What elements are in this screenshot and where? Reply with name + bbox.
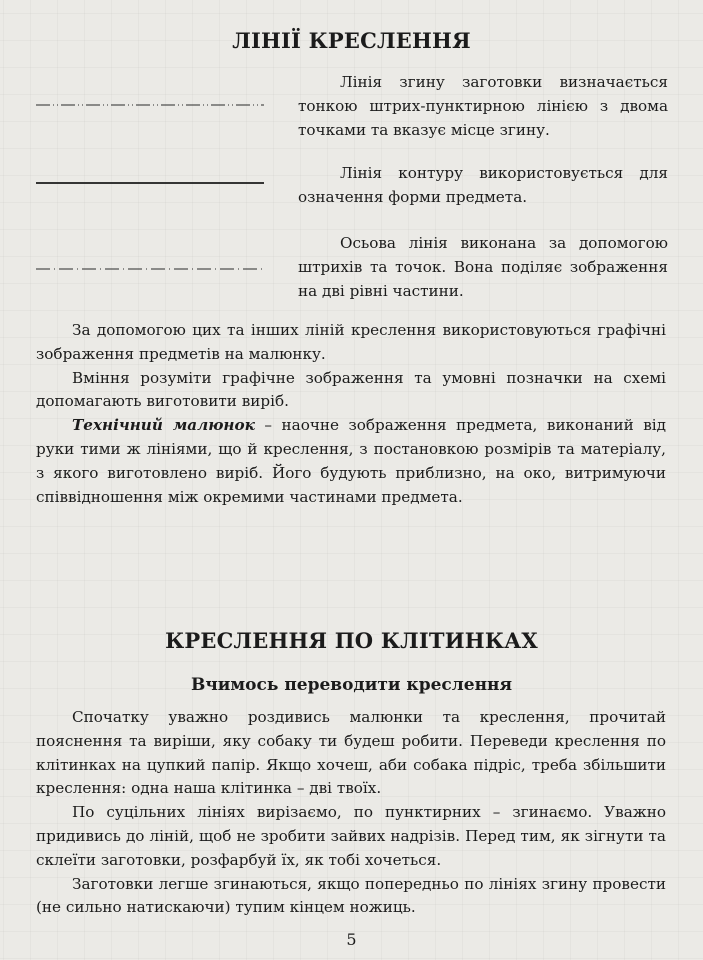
contour-line-sample: [36, 178, 266, 188]
contour-line-graphic: [36, 178, 266, 188]
paragraph: Заготовки легше згинаються, якщо попередньо по лініях згину провести (не сильно натискаючи) тупим кінцем ножиць.: [36, 874, 666, 917]
fold-line-description-text: Лінія згину заготовки визначається тонкою штрих-пунктирною лінією з двома точками та вказує місце згину.: [298, 73, 668, 139]
fold-line-graphic: [36, 100, 266, 110]
contour-line-description: [298, 161, 668, 209]
fold-line-sample: [36, 100, 266, 110]
paragraph: За допомогою цих та інших ліній креслення використовуються графічні зображення предметів на малюнку.: [36, 321, 666, 363]
axis-line-sample: [36, 264, 266, 274]
axis-line-description: [298, 231, 668, 303]
fold-line-description: [298, 70, 668, 142]
axis-line-description-text: Осьова лінія виконана за допомогою штрихів та точок. Вона поділяє зображення на дві рівні частини.: [298, 234, 668, 300]
term-technical-drawing: Технічний малюнок: [72, 416, 255, 435]
section-subtitle: Вчимось переводити креслення: [190, 675, 513, 695]
section-title-cell-drawing: КРЕСЛЕННЯ ПО КЛІТИНКАХ: [165, 628, 538, 653]
instructions-text: [36, 706, 666, 920]
lines-explanation-text: [36, 319, 666, 509]
section-title-drawing-lines: ЛІНІЇ КРЕСЛЕННЯ: [232, 28, 471, 53]
page-number: 5: [346, 930, 357, 949]
paragraph-technical-drawing: [36, 414, 666, 509]
axis-line-graphic: [36, 264, 266, 274]
definition-text: – наочне зображення предмета, виконаний від руки тими ж лініями, що й креслення, з постановкою розмірів та матеріалу, з якого виготовлено виріб. Його будують приблизно, на око, витримуючи співвідношення між окремими частинами предмета.: [36, 416, 666, 506]
paragraph: Вміння розуміти графічне зображення та умовні позначки на схемі допомагають виготовити виріб.: [36, 368, 666, 411]
paragraph: По суцільних лініях вирізаємо, по пунктирних – згинаємо. Уважно придивись до ліній, щоб не зробити зайвих надрізів. Перед тим, як зігнути та склеїти заготовки, розфарбуй їх, як тобі хочеться.: [36, 803, 666, 869]
paragraph: Спочатку уважно роздивись малюнки та креслення, прочитай пояснення та виріши, яку собаку ти будеш робити. Переведи креслення по клітинках на цупкий папір. Якщо хочеш, аби собака підріс, треба збільшити креслення: одна наша клітинка – дві твоїх.: [36, 708, 666, 798]
contour-line-description-text: Лінія контуру використовується для означення форми предмета.: [298, 164, 668, 206]
